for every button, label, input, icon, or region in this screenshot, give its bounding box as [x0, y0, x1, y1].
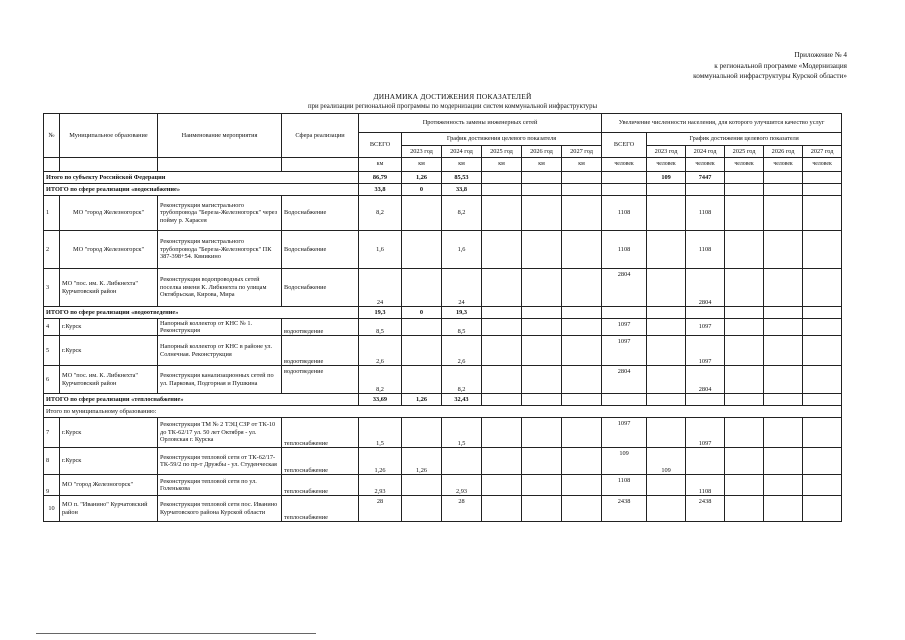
header-pop-year-2025: 2025 год — [725, 146, 764, 158]
table-row: 2 МО "город Железногорск" Реконструкция магистрального трубопровода "Береза-Железногорск" ПК 387-398+54. Квиикино Водоснабжение 1,6 1,6 1108 1108 — [44, 231, 842, 269]
appendix-line-1: Приложение № 4 — [794, 51, 847, 59]
table-row: 4 г.Курск Напорный коллектор от КНС № 1. Реконструкция водоотведение 8,5 8,5 1097 1097 — [44, 319, 842, 336]
header-no: № — [44, 114, 60, 158]
header-pop-total: ВСЕГО — [602, 133, 647, 158]
header-population-group: Увеличение численности населения, для которого улучшится качество услуг — [602, 114, 842, 133]
header-len-year-2024: 2024 год — [442, 146, 482, 158]
subject-total-row: Итого по субъекту Российской Федерации 86,79 1,26 85,53 109 7447 — [44, 172, 842, 184]
table-row: 3 МО "пос. им. К. Либкнехта" Курчатовский район Реконструкция водопроводных сетей поселка имени К. Либкнехта по улицам Октябрьская, Кирова, Мира Водоснабжение 24 24 2804 2804 — [44, 269, 842, 307]
heat-total-row: ИТОГО по сфере реализации «теплоснабжение» 33,69 1,26 32,43 — [44, 394, 842, 406]
header-municipality: Муниципальное образование — [60, 114, 158, 158]
unit-km: км — [482, 158, 522, 172]
table-row: 5 г.Курск Напорный коллектор от КНС в районе ул. Солнечная. Реконструкция водоотведение 2,6 2,6 1097 1097 — [44, 336, 842, 366]
header-pop-schedule: График достижения целевого показателя — [647, 133, 842, 146]
appendix-note — [587, 50, 847, 82]
row-label: ИТОГО по сфере реализации «водоотведение» — [44, 307, 359, 319]
water-total-row: ИТОГО по сфере реализации «водоснабжение» 33,8 0 33,8 — [44, 184, 842, 196]
title-sub: при реализации региональной программы по модернизации систем коммунальной инфраструктуры — [307, 102, 598, 110]
unit-km: км — [562, 158, 602, 172]
table-row: 7 г.Курск Реконструкция ТМ № 2 ТЭЦ СЗР от ТК-10 до ТК-62/17 ул. 50 лет Октября - ул. Орловская г. Курска теплоснабжение 1,5 1,5 1097 1097 — [44, 418, 842, 448]
header-length-total: ВСЕГО — [359, 133, 402, 158]
header-pop-year-2023: 2023 год — [647, 146, 686, 158]
title-main: ДИНАМИКА ДОСТИЖЕНИЯ ПОКАЗАТЕЛЕЙ — [373, 92, 532, 101]
unit-people: человек — [764, 158, 803, 172]
row-label: ИТОГО по сфере реализации «водоснабжение» — [44, 184, 359, 196]
header-len-year-2025: 2025 год — [482, 146, 522, 158]
unit-km: км — [402, 158, 442, 172]
header-pop-year-2024: 2024 год — [686, 146, 725, 158]
unit-km: км — [442, 158, 482, 172]
unit-people: человек — [725, 158, 764, 172]
header-row-1 — [44, 114, 842, 133]
row-label: Итого по муниципальному образованию: — [44, 406, 842, 418]
table-row: 9 МО "город Железногорск" Реконструкция тепловой сети по ул. Голенькова теплоснабжение 2,93 2,93 1108 1108 — [44, 475, 842, 496]
table-row: 1 МО "город Железногорск" Реконструкция магистрального трубопровода "Березa-Железногорск" через пойму р. Харасея Водоснабжение 8,2 8,2 1108 1108 — [44, 196, 842, 231]
unit-people: человек — [647, 158, 686, 172]
header-measure: Наименование мероприятия — [158, 114, 282, 158]
header-len-year-2027: 2027 год — [562, 146, 602, 158]
units-row — [44, 158, 842, 172]
unit-people: человек — [602, 158, 647, 172]
appendix-line-3: коммунальной инфраструктуры Курской области» — [693, 72, 847, 80]
unit-km: км — [359, 158, 402, 172]
indicators-table — [43, 113, 842, 522]
header-pop-year-2026: 2026 год — [764, 146, 803, 158]
header-len-year-2023: 2023 год — [402, 146, 442, 158]
table-row: 8 г.Курск Реконструкция тепловой сети от ТК-62/17-ТК-59/2 по пр-т Дружбы - ул. Студенческая теплоснабжение 1,26 1,26 109 109 — [44, 448, 842, 475]
header-length-schedule: График достижения целевого показателя — [402, 133, 602, 146]
unit-km: км — [522, 158, 562, 172]
appendix-line-2: к региональной программе «Модернизация — [714, 61, 847, 70]
header-length-group: Протяженность замены инженерных сетей — [359, 114, 602, 133]
sewer-total-row: ИТОГО по сфере реализации «водоотведение» 19,3 0 19,3 — [44, 307, 842, 319]
unit-people: человек — [686, 158, 725, 172]
table-row: 10 МО п. "Иванино" Курчатовский район Реконструкция тепловой сети пос. Иванино Курчатовского района Курской области теплоснабжение 28 28 2438 2438 — [44, 496, 842, 522]
unit-people: человек — [803, 158, 842, 172]
row-label: Итого по субъекту Российской Федерации — [44, 172, 359, 184]
row-label: ИТОГО по сфере реализации «теплоснабжение» — [44, 394, 359, 406]
table-row: 6 МО "пос. им. К. Либкнехта" Курчатовский район Реконструкция канализационных сетей по ул. Парковая, Подгорная и Пушкина водоотведение 8,2 8,2 2804 2804 — [44, 366, 842, 394]
header-pop-year-2027: 2027 год — [803, 146, 842, 158]
header-sphere: Сфера реализации — [282, 114, 359, 158]
document-title — [0, 92, 905, 111]
header-len-year-2026: 2026 год — [522, 146, 562, 158]
page-footer-rule — [36, 633, 316, 634]
municipal-total-row — [44, 406, 842, 418]
